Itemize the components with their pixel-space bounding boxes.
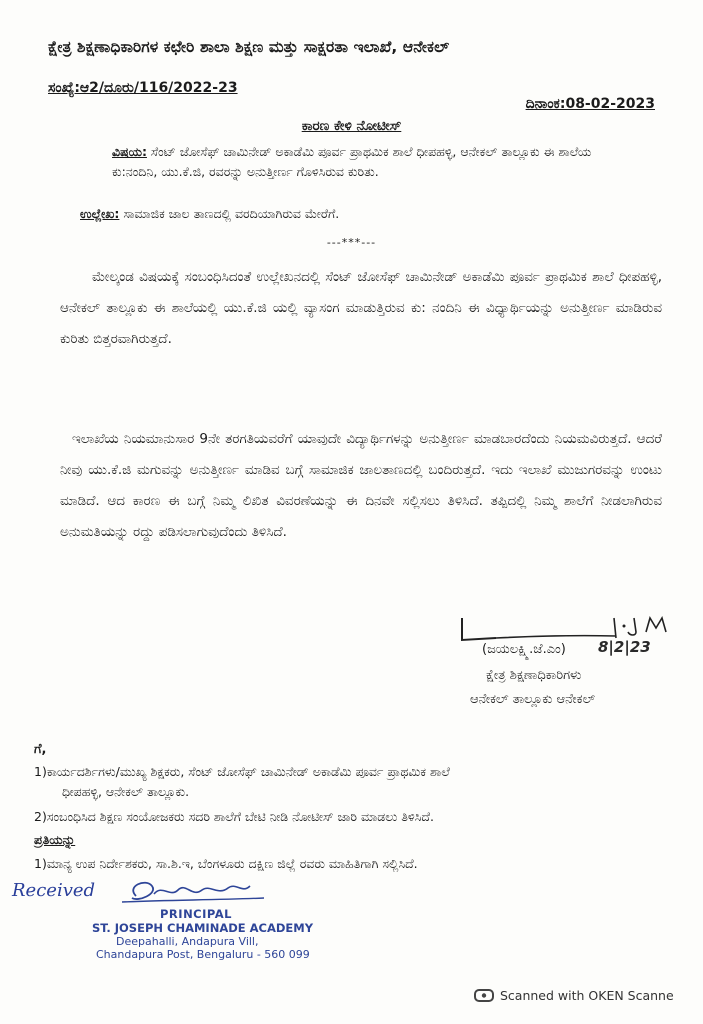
officer-signature-icon: [456, 614, 686, 644]
officer-title: ಕ್ಷೇತ್ರ ಶಿಕ್ಷಣಾಧಿಕಾರಿಗಳು: [486, 668, 582, 683]
reference-text: ಸಾಮಾಜಿಕ ಜಾಲ ತಾಣದಲ್ಲಿ ವರದಿಯಾಗಿರುವ ಮೇರೆಗೆ.: [119, 206, 340, 221]
reference-block: [80, 206, 339, 222]
separator: ---***---: [326, 236, 377, 249]
recipient-2: 2)ಸಂಬಂಧಿಸಿದ ಶಿಕ್ಷಣ ಸಂಯೋಜಕರು ಸದರಿ ಶಾಲೆಗೆ ಬೇಟಿ ನೀಡಿ ನೋಟೀಸ್ ಜಾರಿ ಮಾಡಲು ತಿಳಿಸಿದೆ.: [34, 809, 434, 824]
office-heading: ಕ್ಷೇತ್ರ ಶಿಕ್ಷಣಾಧಿಕಾರಿಗಳ ಕಛೇರಿ ಶಾಲಾ ಶಿಕ್ಷಣ ಮತ್ತು ಸಾಕ್ಷರತಾ ಇಲಾಖೆ, ಆನೇಕಲ್: [48, 38, 450, 56]
copy-recipient-1: 1)ಮಾನ್ಯ ಉಪ ನಿರ್ದೇಶಕರು, ಸಾ.ಶಿ.ಇ, ಬೆಂಗಳೂರು ದಕ್ಷಿಣ ಜಿಲ್ಲೆ ರವರು ಮಾಹಿತಿಗಾಗಿ ಸಲ್ಲಿಸಿದೆ.: [34, 856, 418, 871]
body-paragraph-1: ಮೇಲ್ಕಂಡ ವಿಷಯಕ್ಕೆ ಸಂಬಂಧಿಸಿದಂತೆ ಉಲ್ಲೇಖನದಲ್ಲಿ ಸೆಂಟ್ ಜೋಸೆಫ್ ಚಾಮಿನೇಡ್ ಅಕಾಡೆಮಿ ಪೂರ್ವ ಪ್ರಾಥಮಿಕ ಶಾಲೆ ಧೀಪಹಳ್ಳಿ, ಆನೇಕಲ್ ತಾಲ್ಲೂಕು ಈ ಶಾಲೆಯಲ್ಲಿ ಯು.ಕೆ.ಜಿ ಯಲ್ಲಿ ವ್ಯಾಸಂಗ ಮಾಡುತ್ತಿರುವ ಕು: ನಂದಿನಿ ಈ ವಿಧ್ಯಾರ್ಥಿಯನ್ನು ಅನುತ್ತೀರ್ಣ ಮಾಡಿರುವ ಕುರಿತು ಬಿತ್ತರವಾಗಿರುತ್ತದೆ.: [60, 269, 662, 347]
recipient-1-line-2: ಧೀಪಹಳ್ಳಿ, ಆನೇಕಲ್ ತಾಲ್ಲೂಕು.: [62, 784, 190, 799]
signature-date: 8|2|23: [598, 638, 651, 656]
recipient-1-line-1: 1)ಕಾರ್ಯದರ್ಶಿಗಳು/ಮುಖ್ಯ ಶಿಕ್ಷಕರು, ಸೆಂಟ್ ಜೋಸೆಫ್ ಚಾಮಿನೇಡ್ ಅಕಾಡೆಮಿ ಪೂರ್ವ ಪ್ರಾಥಮಿಕ ಶಾಲೆ: [34, 764, 450, 779]
scanner-text: Scanned with OKEN Scanne: [500, 988, 674, 1003]
stamp-school-name: ST. JOSEPH CHAMINADE ACADEMY: [92, 921, 314, 935]
officer-place: ಆನೇಕಲ್ ತಾಲ್ಲೂಕು ಆನೇಕಲ್: [470, 692, 596, 707]
notice-title: ಕಾರಣ ಕೇಳಿ ನೋಟೀಸ್: [301, 118, 402, 134]
notice-date: ದಿನಾಂಕ:08-02-2023: [525, 96, 655, 112]
subject-label: ವಿಷಯ:: [112, 144, 147, 159]
received-handwriting: Received: [12, 880, 96, 901]
to-label: ಗೆ,: [34, 742, 47, 757]
stamp-address-line-1: Deepahalli, Andapura Vill,: [116, 935, 259, 948]
body-paragraph-2: ಇಲಾಖೆಯ ನಿಯಮಾನುಸಾರ 9ನೇ ತರಗತಿಯವರೆಗೆ ಯಾವುದೇ ವಿದ್ಯಾರ್ಥಿಗಳನ್ನು ಅನುತ್ತೀರ್ಣ ಮಾಡಬಾರದೆಂದು ನಿಯಮವಿರುತ್ತದೆ. ಆದರೆ ನೀವು ಯು.ಕೆ.ಜಿ ಮಗುವನ್ನು ಅನುತ್ತೀರ್ಣ ಮಾಡಿವ ಬಗ್ಗೆ ಸಾಮಾಜಿಕ ಜಾಲತಾಣದಲ್ಲಿ ಬಂದಿರುತ್ತದೆ. ಇದು ಇಲಾಖೆ ಮುಜುಗರವನ್ನು ಉಂಟು ಮಾಡಿದೆ. ಆದ ಕಾರಣ ಈ ಬಗ್ಗೆ ನಿಮ್ಮ ಲಿಖಿತ ವಿವರಣೆಯನ್ನು ಈ ದಿನವೇ ಸಲ್ಲಿಸಲು ತಿಳಿಸಿದೆ. ತಪ್ಪಿದಲ್ಲಿ ನಿಮ್ಮ ಶಾಲೆಗೆ ನೀಡಲಾಗಿರುವ ಅನುಮತಿಯನ್ನು ರದ್ದು ಪಡಿಸಲಾಗುವುದೆಂದು ತಿಳಿಸಿದೆ.: [60, 431, 662, 540]
officer-name: (ಜಯಲಕ್ಷ್ಮಿ.ಜೆ.ಎಂ): [482, 642, 566, 657]
copy-label: ಪ್ರತಿಯನ್ನು: [34, 832, 76, 847]
subject-block: [112, 142, 632, 182]
reference-number: ಸಂಖ್ಯೆ:ಆ2/ದೂರು/116/2022-23: [48, 80, 238, 96]
scanner-watermark: [474, 988, 674, 1003]
subject-text: ಸೆಂಟ್ ಜೋಸೆಫ್ ಚಾಮಿನೇಡ್ ಅಕಾಡೆಮಿ ಪೂರ್ವ ಪ್ರಾಥಮಿಕ ಶಾಲೆ ಧೀಪಹಳ್ಳಿ, ಆನೇಕಲ್ ತಾಲ್ಲೂಕು ಈ ಶಾಲೆಯ ಕು:ನಂದಿನಿ, ಯು.ಕೆ.ಜಿ, ರವರನ್ನು ಅನುತ್ತೀರ್ಣ ಗೊಳಿಸಿರುವ ಕುರಿತು.: [112, 144, 592, 179]
stamp-address-line-2: Chandapura Post, Bengaluru - 560 099: [96, 948, 310, 961]
scanner-logo-icon: [474, 989, 494, 1002]
principal-signature-icon: [118, 876, 268, 906]
reference-label: ಉಲ್ಲೇಖ:: [80, 206, 120, 221]
stamp-title: PRINCIPAL: [160, 907, 233, 921]
